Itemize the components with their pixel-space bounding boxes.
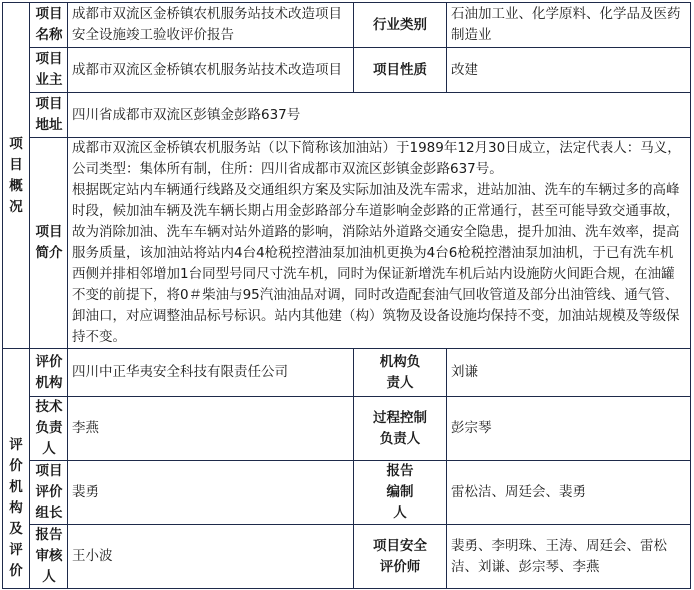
row-project-intro [3, 138, 691, 349]
section-overview-label: 项目概况 [9, 135, 23, 215]
project-intro-paragraph-1: 成都市双流区金桥镇农机服务站（以下简称该加油站）于1989年12月30日成立，法定代表人：马义，公司类型：集体所有制，住所：四川省成都市双流区彭镇金彭路637号。 [72, 140, 681, 177]
industry-label: 行业类别 [354, 3, 447, 48]
row-project-owner [3, 48, 691, 93]
process-control-label: 过程控制负责人 [354, 397, 447, 461]
assessors-value: 裴勇、李明珠、王涛、周廷会、雷松洁、刘谦、彭宗琴、李燕 [447, 525, 691, 589]
technical-head-value: 李燕 [68, 397, 354, 461]
project-intro-value [68, 138, 691, 349]
row-project-address [3, 93, 691, 138]
report-writer-label: 报告编制人 [354, 461, 447, 525]
report-writer-value: 雷松洁、周廷会、裴勇 [447, 461, 691, 525]
section-agency [3, 349, 30, 589]
agency-head-value: 刘谦 [447, 349, 691, 397]
project-name-label: 项目名称 [30, 3, 68, 48]
reviewer-label: 报告审核人 [30, 525, 68, 589]
project-nature-label: 项目性质 [354, 48, 447, 93]
project-address-label: 项目地址 [30, 93, 68, 138]
team-leader-label: 项目评价组长 [30, 461, 68, 525]
assessors-label: 项目安全评价师 [354, 525, 447, 589]
row-team-leader [3, 461, 691, 525]
project-address-value: 四川省成都市双流区彭镇金彭路637号 [68, 93, 691, 138]
project-intro-label: 项目简介 [30, 138, 68, 349]
team-leader-value: 裴勇 [68, 461, 354, 525]
project-owner-label: 项目业主 [30, 48, 68, 93]
reviewer-value: 王小波 [68, 525, 354, 589]
agency-head-label: 机构负责人 [354, 349, 447, 397]
project-nature-value: 改建 [447, 48, 691, 93]
industry-value: 石油加工业、化学原料、化学品及医药制造业 [447, 3, 691, 48]
agency-label: 评价机构 [30, 349, 68, 397]
technical-head-label: 技术负责人 [30, 397, 68, 461]
project-info-table [2, 2, 691, 589]
row-agency [3, 349, 691, 397]
section-overview [3, 3, 30, 349]
project-intro-paragraph-2: 根据既定站内车辆通行线路及交通组织方案及实际加油及洗车需求，进站加油、洗车的车辆过多的高峰时段，候加油车辆及洗车辆长期占用金彭路部分车道影响金彭路的正常通行，甚至可能导致交通事故，故为消除加油、洗车车辆对站外道路的影响，消除站外道路交通安全隐患，提升加油、洗车效率，提高服务质量，该加油站将站内4台4枪税控潜油泵加油机更换为4台6枪税控潜油泵加油机，于已有洗车机西侧并排相邻增加1台同型号同尺寸洗车机，同时为保证新增洗车机后站内设施防火间距合规，在油罐不变的前提下，将0＃柴油与95汽油油品对调，同时改造配套油气回收管道及部分出油管线、通气管、卸油口，对应调整油品标号标识。站内其他建（构）筑物及设备设施均保持不变，加油站规模及等级保持不变。 [72, 182, 680, 345]
row-reviewer [3, 525, 691, 589]
section-agency-label: 评价机构及评价 [9, 437, 23, 579]
row-technical [3, 397, 691, 461]
agency-value: 四川中正华夷安全科技有限责任公司 [68, 349, 354, 397]
project-name-value: 成都市双流区金桥镇农机服务站技术改造项目安全设施竣工验收评价报告 [68, 3, 354, 48]
process-control-value: 彭宗琴 [447, 397, 691, 461]
row-project-name [3, 3, 691, 48]
project-owner-value: 成都市双流区金桥镇农机服务站技术改造项目 [68, 48, 354, 93]
